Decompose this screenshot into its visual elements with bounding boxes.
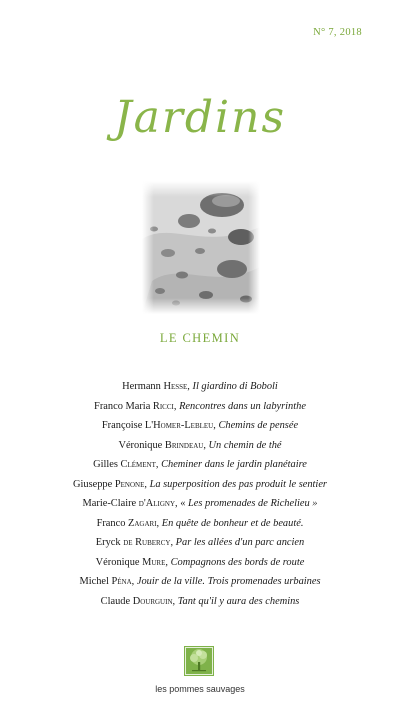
author-first-name: Françoise xyxy=(101,420,143,431)
work-title: Les promenades de Richelieu » xyxy=(188,498,318,509)
contents-entry xyxy=(0,572,400,592)
contents-entry xyxy=(0,494,400,514)
entry-separator: , xyxy=(213,420,219,431)
tree-emblem-icon xyxy=(184,646,214,676)
entry-separator: , « xyxy=(175,498,189,509)
contents-entry xyxy=(0,514,400,534)
entry-separator: , xyxy=(156,517,162,529)
author-first-name: Claude xyxy=(100,595,131,607)
entry-separator: , xyxy=(155,459,162,470)
contents-entry xyxy=(0,553,400,573)
entry-separator: , xyxy=(144,478,150,490)
publisher-name: les pommes sauvages xyxy=(155,684,245,694)
work-title: Par les allées d'un parc ancien xyxy=(175,537,305,548)
entry-separator: , xyxy=(172,595,178,607)
author-last-name: Penone xyxy=(114,478,145,490)
contents-entry xyxy=(0,592,400,612)
contents-entry xyxy=(0,475,400,495)
entry-separator: , xyxy=(173,400,180,412)
pebble-path-image xyxy=(142,181,260,314)
work-title: Jouir de la ville. Trois promenades urbaines xyxy=(136,576,321,587)
contents-entry xyxy=(0,533,400,553)
entry-separator: , xyxy=(165,556,171,568)
work-title: Chemins de pensée xyxy=(218,420,299,431)
author-last-name: Mure xyxy=(142,556,166,568)
work-title: Rencontres dans un labyrinthe xyxy=(179,400,306,412)
work-title: Cheminer dans le jardin planétaire xyxy=(161,459,307,470)
contents-entry xyxy=(0,436,400,456)
work-title: La superposition des pas produit le sentier xyxy=(149,478,327,490)
author-first-name: Hermann xyxy=(122,381,161,392)
work-title: En quête de bonheur et de beauté. xyxy=(161,517,304,529)
work-title: Compagnons des bords de route xyxy=(170,556,305,568)
entry-separator: , xyxy=(131,576,137,587)
contents-entry xyxy=(0,455,400,475)
author-first-name: Giuseppe xyxy=(73,478,113,490)
author-last-name: Brindeau xyxy=(164,439,204,451)
author-first-name: Franco Maria xyxy=(94,400,151,412)
author-last-name: Hesse xyxy=(163,381,188,392)
table-of-contents xyxy=(0,377,400,611)
contents-entry xyxy=(0,397,400,417)
entry-separator: , xyxy=(203,439,209,451)
entry-separator: , xyxy=(187,381,193,392)
author-first-name: Franco xyxy=(96,517,126,529)
work-title: Il giardino di Boboli xyxy=(192,381,278,392)
journal-title: Jardins xyxy=(113,92,287,143)
author-last-name: L'Homer-Lebleu xyxy=(144,420,214,431)
author-last-name: d'Aligny xyxy=(138,498,176,509)
work-title: Un chemin de thé xyxy=(208,439,282,451)
author-first-name: Marie-Claire xyxy=(82,498,137,509)
author-first-name: Véronique xyxy=(95,556,140,568)
work-title: Tant qu'il y aura des chemins xyxy=(177,595,300,607)
author-last-name: Zagari xyxy=(128,517,157,529)
author-first-name: Gilles xyxy=(93,459,118,470)
contents-entry xyxy=(0,416,400,436)
author-last-name: Clément xyxy=(120,459,156,470)
author-last-name: Péna xyxy=(111,576,132,587)
author-last-name: Ricci xyxy=(152,400,174,412)
author-last-name: Dourguin xyxy=(132,595,173,607)
author-last-name: de Rubercy xyxy=(123,537,171,548)
contents-entry xyxy=(0,377,400,397)
issue-theme: LE CHEMIN xyxy=(159,331,241,345)
author-first-name: Véronique xyxy=(118,439,163,451)
entry-separator: , xyxy=(170,537,176,548)
author-first-name: Eryck xyxy=(95,537,121,548)
author-first-name: Michel xyxy=(79,576,109,587)
issue-number: N° 7, 2018 xyxy=(313,27,362,38)
